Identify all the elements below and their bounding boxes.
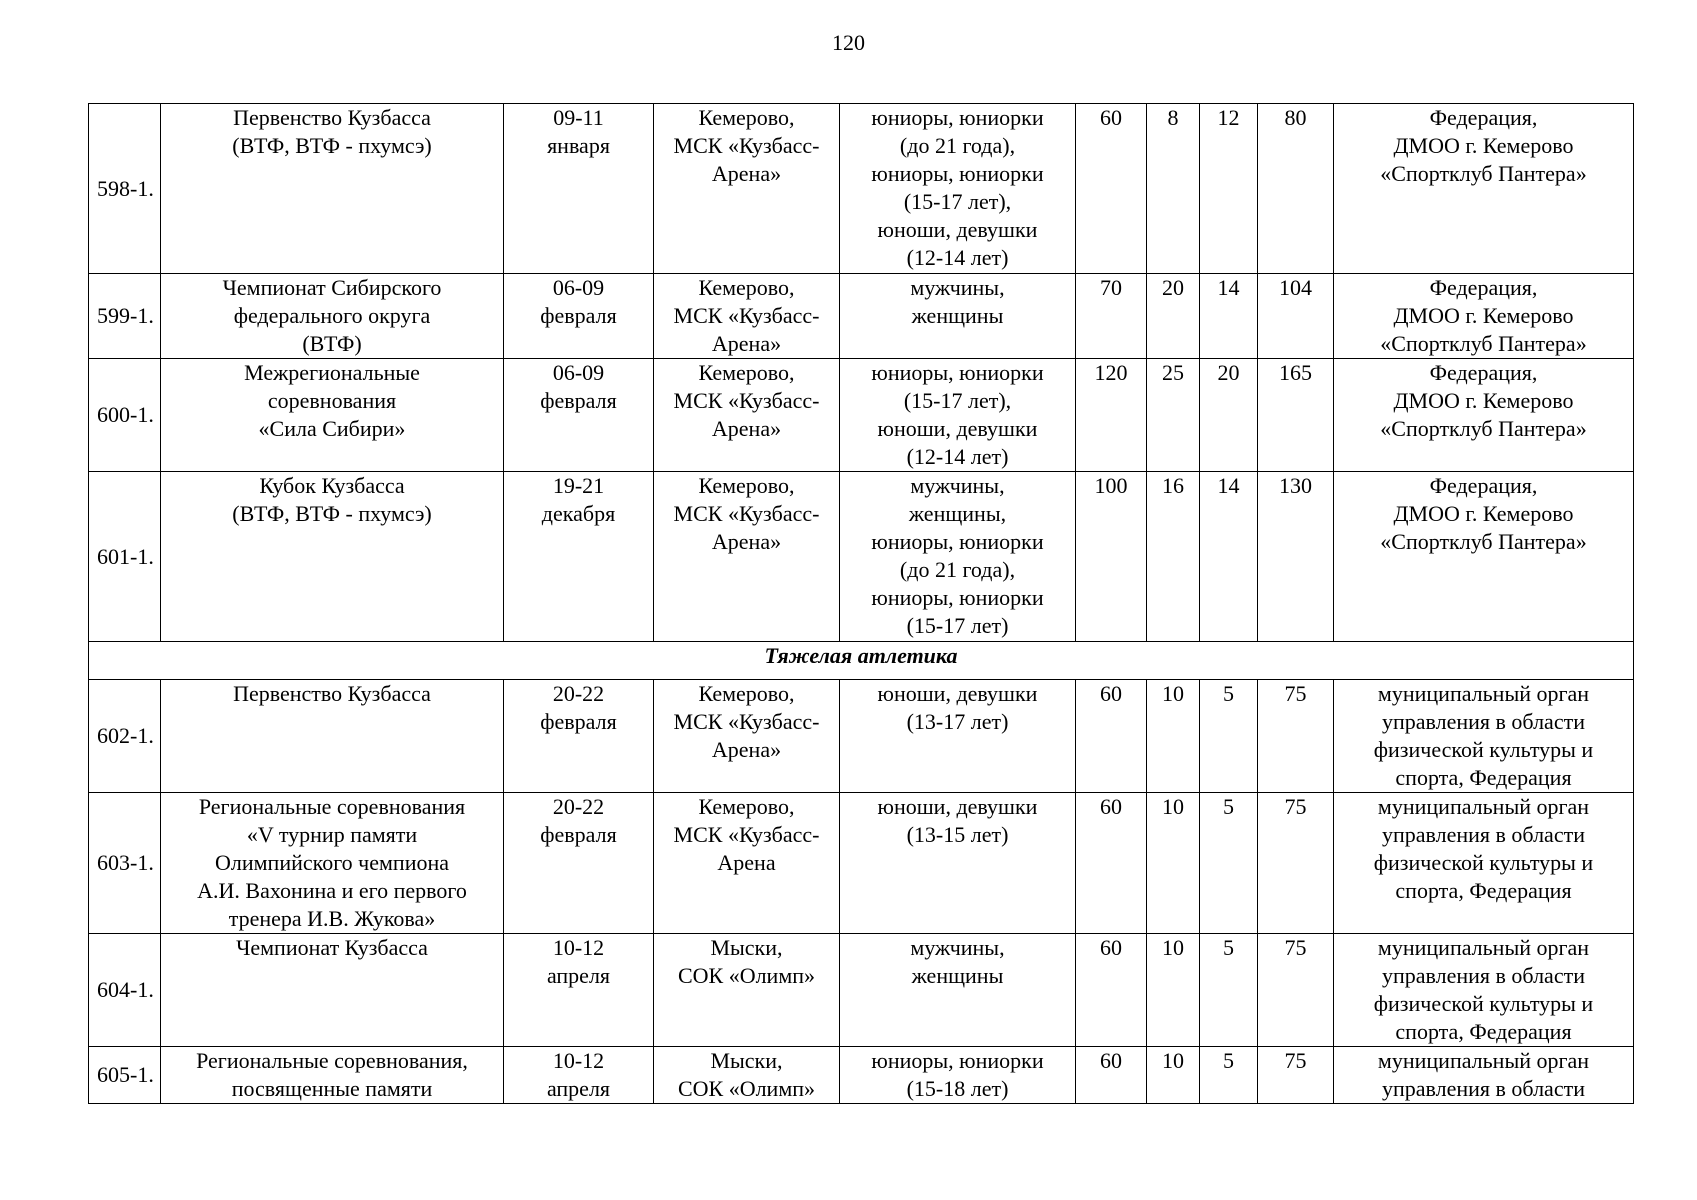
total-cell: 104 bbox=[1258, 274, 1334, 359]
participant-category: юниоры, юниорки (15-18 лет) bbox=[840, 1047, 1076, 1104]
event-dates: 20-22 февраля bbox=[504, 680, 654, 793]
organizer: муниципальный орган управления в области физической культуры и спорта, Федерация bbox=[1334, 934, 1634, 1047]
competition-schedule-table bbox=[88, 103, 1634, 1104]
count-cell: 5 bbox=[1200, 793, 1258, 934]
row-number: 598-1. bbox=[89, 104, 161, 274]
event-place: Кемерово, МСК «Кузбасс- Арена» bbox=[654, 274, 840, 359]
section-title: Тяжелая атлетика bbox=[89, 642, 1634, 680]
event-place: Кемерово, МСК «Кузбасс- Арена» bbox=[654, 104, 840, 274]
event-name: Региональные соревнования, посвященные памяти bbox=[161, 1047, 504, 1104]
count-cell: 8 bbox=[1147, 104, 1200, 274]
organizer: муниципальный орган управления в области bbox=[1334, 1047, 1634, 1104]
page-number: 120 bbox=[832, 30, 865, 55]
count-cell: 10 bbox=[1147, 934, 1200, 1047]
row-number: 604-1. bbox=[89, 934, 161, 1047]
event-dates: 06-09 февраля bbox=[504, 274, 654, 359]
total-cell: 75 bbox=[1258, 1047, 1334, 1104]
participant-category: юниоры, юниорки (15-17 лет), юноши, девушки (12-14 лет) bbox=[840, 359, 1076, 472]
event-name: Первенство Кузбасса (ВТФ, ВТФ - пхумсэ) bbox=[161, 104, 504, 274]
rows-after-section bbox=[89, 680, 1634, 1104]
event-place: Кемерово, МСК «Кузбасс- Арена bbox=[654, 793, 840, 934]
row-number: 605-1. bbox=[89, 1047, 161, 1104]
count-cell: 60 bbox=[1076, 934, 1147, 1047]
count-cell: 60 bbox=[1076, 793, 1147, 934]
count-cell: 60 bbox=[1076, 104, 1147, 274]
participant-category: юниоры, юниорки (до 21 года), юниоры, юниорки (15-17 лет), юноши, девушки (12-14 лет) bbox=[840, 104, 1076, 274]
count-cell: 25 bbox=[1147, 359, 1200, 472]
table-row bbox=[89, 472, 1634, 642]
participant-category: юноши, девушки (13-17 лет) bbox=[840, 680, 1076, 793]
count-cell: 20 bbox=[1147, 274, 1200, 359]
count-cell: 10 bbox=[1147, 1047, 1200, 1104]
event-name: Чемпионат Кузбасса bbox=[161, 934, 504, 1047]
participant-category: юноши, девушки (13-15 лет) bbox=[840, 793, 1076, 934]
row-number: 603-1. bbox=[89, 793, 161, 934]
event-dates: 19-21 декабря bbox=[504, 472, 654, 642]
participant-category: мужчины, женщины bbox=[840, 934, 1076, 1047]
count-cell: 12 bbox=[1200, 104, 1258, 274]
organizer: Федерация, ДМОО г. Кемерово «Спортклуб Пантера» bbox=[1334, 104, 1634, 274]
count-cell: 100 bbox=[1076, 472, 1147, 642]
total-cell: 75 bbox=[1258, 793, 1334, 934]
count-cell: 20 bbox=[1200, 359, 1258, 472]
table-row bbox=[89, 680, 1634, 793]
count-cell: 60 bbox=[1076, 1047, 1147, 1104]
organizer: Федерация, ДМОО г. Кемерово «Спортклуб Пантера» bbox=[1334, 472, 1634, 642]
row-number: 601-1. bbox=[89, 472, 161, 642]
count-cell: 16 bbox=[1147, 472, 1200, 642]
row-number: 600-1. bbox=[89, 359, 161, 472]
row-number: 599-1. bbox=[89, 274, 161, 359]
count-cell: 10 bbox=[1147, 793, 1200, 934]
event-place: Кемерово, МСК «Кузбасс- Арена» bbox=[654, 680, 840, 793]
total-cell: 130 bbox=[1258, 472, 1334, 642]
organizer: муниципальный орган управления в области физической культуры и спорта, Федерация bbox=[1334, 793, 1634, 934]
count-cell: 5 bbox=[1200, 934, 1258, 1047]
table-row bbox=[89, 934, 1634, 1047]
event-dates: 20-22 февраля bbox=[504, 793, 654, 934]
organizer: Федерация, ДМОО г. Кемерово «Спортклуб Пантера» bbox=[1334, 274, 1634, 359]
table-row bbox=[89, 104, 1634, 274]
section-row bbox=[89, 642, 1634, 680]
event-name: Первенство Кузбасса bbox=[161, 680, 504, 793]
total-cell: 75 bbox=[1258, 934, 1334, 1047]
event-place: Мыски, СОК «Олимп» bbox=[654, 1047, 840, 1104]
event-name: Чемпионат Сибирского федерального округа (ВТФ) bbox=[161, 274, 504, 359]
total-cell: 75 bbox=[1258, 680, 1334, 793]
count-cell: 120 bbox=[1076, 359, 1147, 472]
organizer: муниципальный орган управления в области физической культуры и спорта, Федерация bbox=[1334, 680, 1634, 793]
count-cell: 14 bbox=[1200, 472, 1258, 642]
count-cell: 70 bbox=[1076, 274, 1147, 359]
event-dates: 10-12 апреля bbox=[504, 934, 654, 1047]
event-place: Мыски, СОК «Олимп» bbox=[654, 934, 840, 1047]
event-dates: 06-09 февраля bbox=[504, 359, 654, 472]
total-cell: 165 bbox=[1258, 359, 1334, 472]
event-name: Кубок Кузбасса (ВТФ, ВТФ - пхумсэ) bbox=[161, 472, 504, 642]
total-cell: 80 bbox=[1258, 104, 1334, 274]
organizer: Федерация, ДМОО г. Кемерово «Спортклуб Пантера» bbox=[1334, 359, 1634, 472]
count-cell: 60 bbox=[1076, 680, 1147, 793]
count-cell: 14 bbox=[1200, 274, 1258, 359]
section-header bbox=[89, 642, 1634, 680]
event-name: Региональные соревнования «V турнир памяти Олимпийского чемпиона А.И. Вахонина и его первого тренера И.В. Жукова» bbox=[161, 793, 504, 934]
event-place: Кемерово, МСК «Кузбасс- Арена» bbox=[654, 472, 840, 642]
event-dates: 10-12 апреля bbox=[504, 1047, 654, 1104]
table-row bbox=[89, 359, 1634, 472]
event-dates: 09-11 января bbox=[504, 104, 654, 274]
event-name: Межрегиональные соревнования «Сила Сибири» bbox=[161, 359, 504, 472]
count-cell: 10 bbox=[1147, 680, 1200, 793]
table-row bbox=[89, 274, 1634, 359]
participant-category: мужчины, женщины, юниоры, юниорки (до 21 года), юниоры, юниорки (15-17 лет) bbox=[840, 472, 1076, 642]
row-number: 602-1. bbox=[89, 680, 161, 793]
table-row bbox=[89, 793, 1634, 934]
event-place: Кемерово, МСК «Кузбасс- Арена» bbox=[654, 359, 840, 472]
count-cell: 5 bbox=[1200, 680, 1258, 793]
rows-before-section bbox=[89, 104, 1634, 642]
count-cell: 5 bbox=[1200, 1047, 1258, 1104]
table-row bbox=[89, 1047, 1634, 1104]
participant-category: мужчины, женщины bbox=[840, 274, 1076, 359]
